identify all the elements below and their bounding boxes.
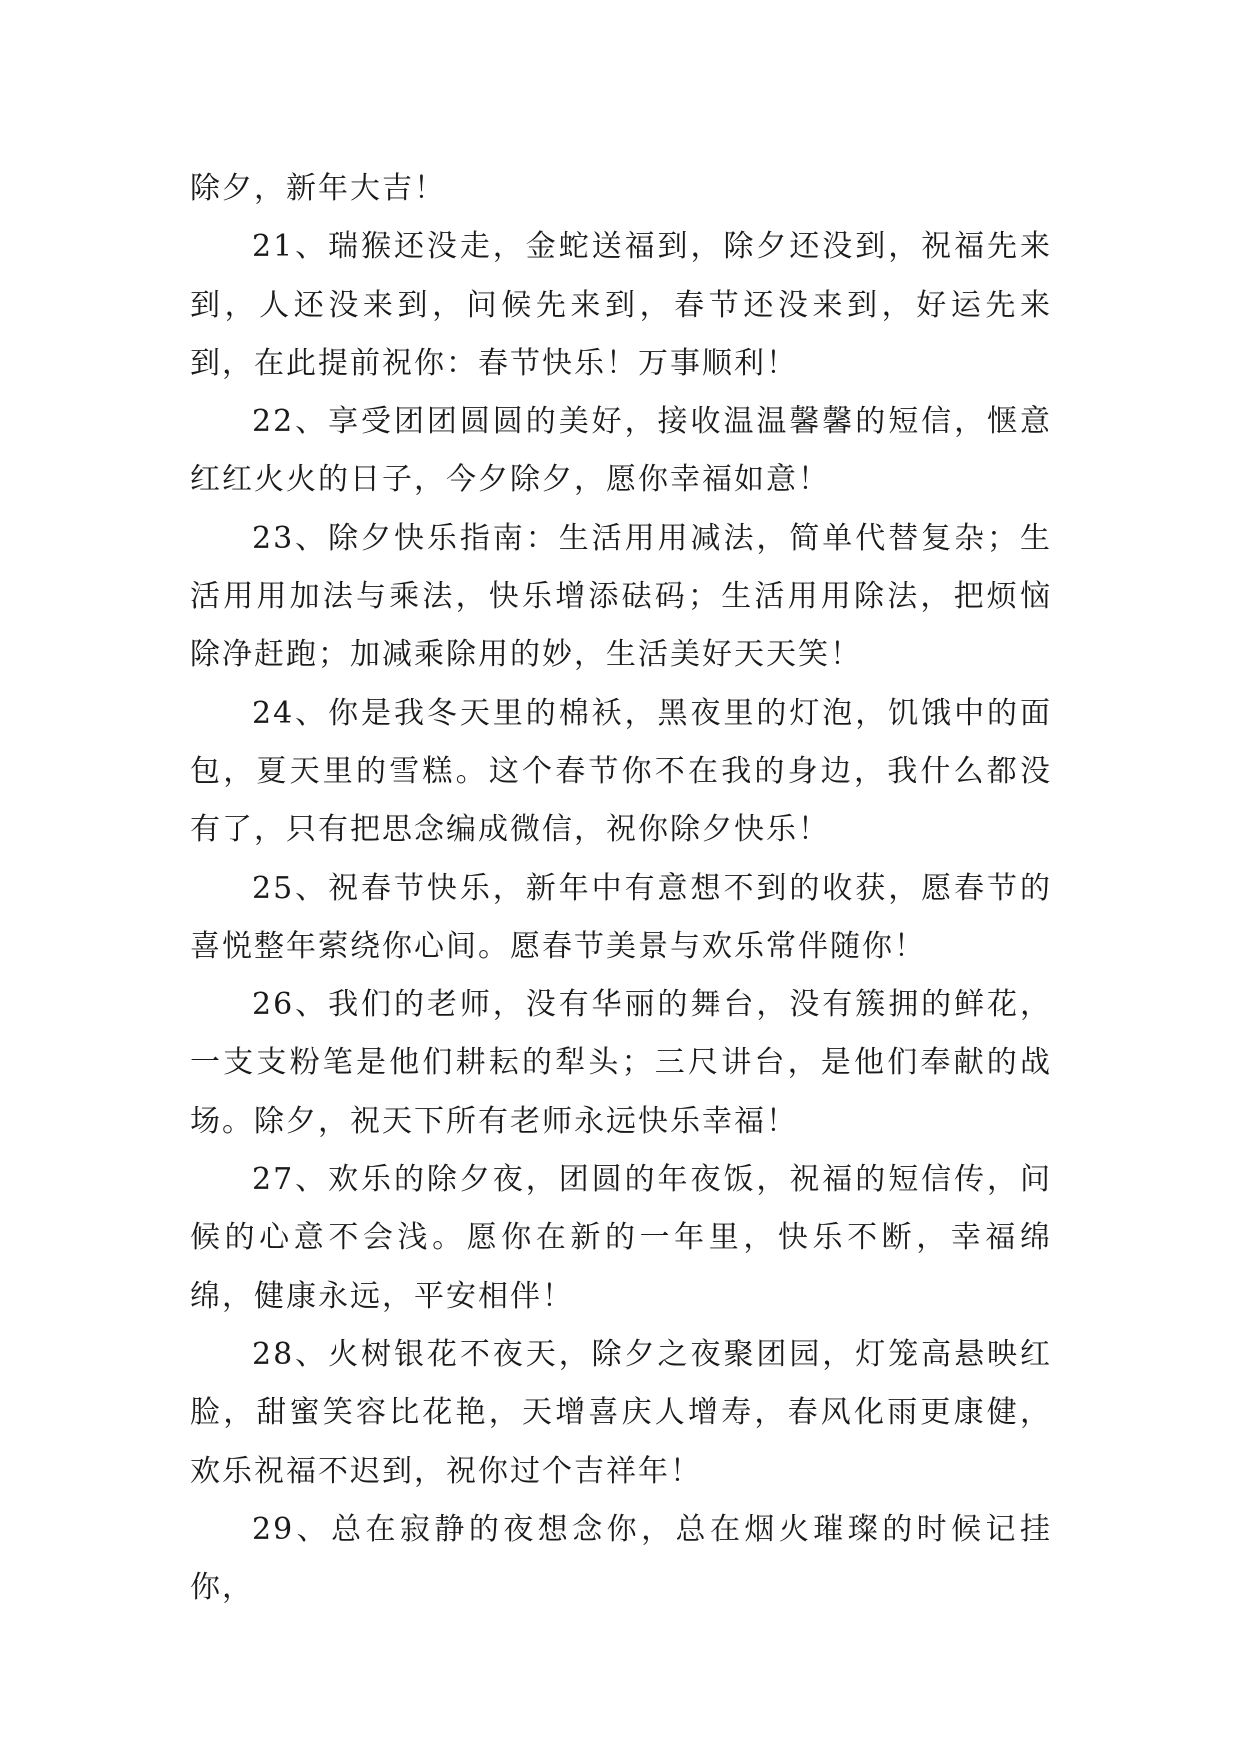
paragraph-21: 21、瑞猴还没走，金蛇送福到，除夕还没到，祝福先来到，人还没来到，问候先来到，春节还没来到，好运先来到，在此提前祝你：春节快乐！万事顺利！ xyxy=(190,229,1052,381)
paragraph-24: 24、你是我冬天里的棉袄，黑夜里的灯泡，饥饿中的面包，夏天里的雪糕。这个春节你不在我的身边，我什么都没有了，只有把思念编成微信，祝你除夕快乐！ xyxy=(190,695,1052,848)
paragraph-27: 27、欢乐的除夕夜，团圆的年夜饭，祝福的短信传，问候的心意不会浅。愿你在新的一年里，快乐不断，幸福绵绵，健康永远，平安相伴！ xyxy=(190,1162,1052,1314)
paragraph-23: 23、除夕快乐指南：生活用用减法，简单代替复杂；生活用用加法与乘法，快乐增添砝码；生活用用除法，把烦恼除净赶跑；加减乘除用的妙，生活美好天天笑！ xyxy=(190,520,1052,673)
paragraph-25: 25、祝春节快乐，新年中有意想不到的收获，愿春节的喜悦整年萦绕你心间。愿春节美景与欢乐常伴随你！ xyxy=(190,870,1052,964)
paragraph-continuation: 除夕，新年大吉！ xyxy=(190,171,446,206)
paragraph-22: 22、享受团团圆圆的美好，接收温温馨馨的短信，惬意红红火火的日子，今夕除夕，愿你幸福如意！ xyxy=(190,404,1052,498)
paragraph-29: 29、总在寂静的夜想念你，总在烟火璀璨的时候记挂你， xyxy=(190,1511,1052,1606)
paragraph-26: 26、我们的老师，没有华丽的舞台，没有簇拥的鲜花，一支支粉笔是他们耕耘的犁头；三尺讲台，是他们奉献的战场。除夕，祝天下所有老师永远快乐幸福！ xyxy=(190,987,1052,1139)
document-body xyxy=(190,160,1052,1617)
paragraph-28: 28、火树银花不夜天，除夕之夜聚团园，灯笼高悬映红脸，甜蜜笑容比花艳，天增喜庆人增寿，春风化雨更康健，欢乐祝福不迟到，祝你过个吉祥年！ xyxy=(190,1336,1052,1489)
